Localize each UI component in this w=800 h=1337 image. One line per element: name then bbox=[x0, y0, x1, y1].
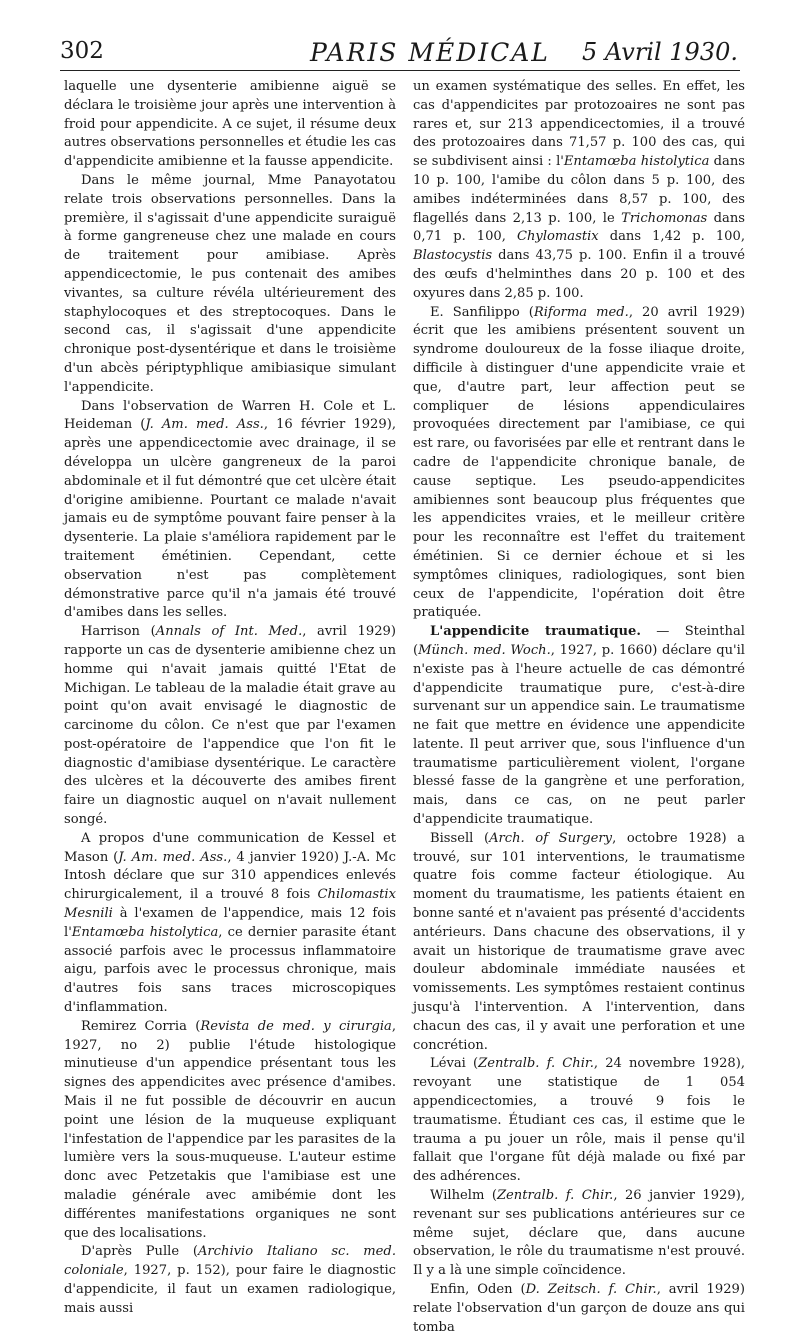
text-run: Lévai ( bbox=[430, 1056, 479, 1072]
text-run: , ce dernier parasite étant associé parfois avec le processus inflammatoire aigu, parfois avec le processus chronique, mais d'autres fois sans traces microscopiques d'inflammation. bbox=[64, 924, 396, 1016]
page-header bbox=[60, 34, 740, 71]
text-run: , 16 février 1929), après une appendicectomie avec drainage, il se développa un ulcère gangreneux de la paroi abdominale et il fut démontré que cet ulcère était d'origine amibienne. Pourtant ce malade n'avait jamais eu de symptôme pouvant faire penser à la dysenterie. La plaie s'améliora rapidement par le traitement émétinien. Cependant, cette observation n'est pas complètement démonstrative parce qu'il n'a jamais été trouvé d'amibes dans les selles. bbox=[64, 417, 396, 621]
citation-italic: Münch. med. Woch. bbox=[418, 642, 551, 658]
citation-italic: Riforma med. bbox=[533, 304, 629, 320]
citation-italic: Revista de med. y cirurgia bbox=[200, 1018, 392, 1034]
paragraph bbox=[64, 398, 396, 624]
text-run: dans 10 p. 100, l'amibe du côlon dans 5 p. 100, des amibes indéterminées dans 8,57 p. 100, des flagellés dans 2,13 p. 100, le bbox=[413, 154, 745, 226]
text-run: , octobre 1928) a trouvé, sur 101 interventions, le traumatisme quatre fois comme facteur étiologique. Au moment du traumatisme, les patients étaient en bonne santé et n'avaient pas présenté d'accidents antérieurs. Dans chacune des observations, il y avait un historique de traumatisme grave avec douleur abdominale immédiate nausées et vomissements. Les symptômes restaient continus jusqu'à l'intervention. A l'intervention, dans chacun des cas, il y avait une perforation et une concrétion. bbox=[413, 830, 745, 1053]
text-run: Bissell ( bbox=[430, 830, 490, 846]
paragraph bbox=[64, 1243, 396, 1318]
paragraph bbox=[413, 830, 745, 1056]
text-run: dans 43,75 p. 100. Enfin il a trouvé des œufs d'helminthes dans 20 p. 100 et des oxyures dans 2,85 p. 100. bbox=[413, 248, 745, 301]
paragraph bbox=[413, 1187, 745, 1281]
citation-italic: Zentralb. f. Chir. bbox=[478, 1056, 594, 1072]
citation-italic: J. Am. med. Ass. bbox=[145, 417, 264, 433]
citation-italic: Entamœba histolytica bbox=[563, 154, 710, 170]
paragraph bbox=[64, 78, 396, 172]
text-run: A propos d'une communication de Kessel et Mason ( bbox=[64, 830, 396, 865]
text-run: , 1927, no 2) publie l'étude histologique minutieuse d'un appendice présentant tous les signes des appendicites avec présence d'amibes. Mais il ne fut possible de découvrir en aucun point une lésion de la muqueuse expliquant l'infestation de l'appendice par les parasites de la lumière vers la sous-muqueuse. L'auteur estime donc avec Petzetakis que l'amibiase est une maladie générale avec amibémie dont les différentes manifestations organiques ne sont que des localisations. bbox=[64, 1018, 397, 1241]
text-run: , avril 1929) relate l'observation d'un garçon de douze ans qui tomba bbox=[413, 1282, 745, 1335]
text-run: Dans l'observation de Warren H. Cole et L. Heideman ( bbox=[64, 398, 396, 433]
text-run: dans 0,71 p. 100, bbox=[413, 210, 745, 245]
paragraph bbox=[413, 623, 745, 830]
citation-italic: Chylomastix bbox=[516, 229, 599, 245]
paragraph bbox=[64, 172, 396, 398]
text-run: un examen systématique des selles. En effet, les cas d'appendicites par protozoaires ne sont pas rares et, sur 213 appendicectomies, il a trouvé des protozoaires dans 71,57 p. 100 des cas, qui se subdivisent ainsi : l' bbox=[413, 79, 745, 170]
citation-italic: Archivio Italiano sc. med. coloniale bbox=[64, 1244, 396, 1279]
text-run: Harrison ( bbox=[81, 624, 156, 640]
text-run: — Steinthal ( bbox=[413, 624, 745, 658]
citation-italic: J. Am. med. Ass. bbox=[118, 849, 228, 865]
citation-italic: Trichomonas bbox=[621, 210, 708, 226]
text-run: , 4 janvier 1920) J.-A. Mc Intosh déclare que sur 310 appendices enlevés chirurgicalement, il a trouvé 8 fois bbox=[64, 849, 396, 903]
text-run: Enfin, Oden ( bbox=[430, 1282, 526, 1297]
running-title: PARIS MÉDICAL bbox=[310, 38, 550, 67]
citation-italic: Entamœba histolytica bbox=[71, 924, 219, 940]
citation-italic: Zentralb. f. Chir. bbox=[496, 1188, 614, 1204]
paragraph bbox=[64, 623, 396, 830]
text-run: à l'examen de l'appendice, mais 12 fois l' bbox=[64, 906, 396, 940]
text-run: E. Sanfilippo ( bbox=[430, 304, 534, 320]
left-column bbox=[64, 78, 396, 1319]
text-run: , 24 novembre 1928), revoyant une statistique de 1 054 appendicectomies, a trouvé 9 fois le traumatisme. Étudiant ces cas, il estime que le trauma a pu jouer un rôle, mais il pense qu'il fallait que l'organe fût déjà malade ou fixé par des adhérences. bbox=[413, 1056, 746, 1185]
citation-italic: Annals of Int. Med. bbox=[155, 624, 303, 640]
page-number: 302 bbox=[60, 38, 104, 64]
text-run: D'après Pulle ( bbox=[81, 1244, 198, 1260]
text-run: dans 1,42 p. 100, bbox=[598, 229, 746, 245]
paragraph bbox=[413, 304, 745, 624]
text-run: , 1927, p. 152), pour faire le diagnostic d'appendicite, il faut un examen radiologique, mais aussi bbox=[64, 1263, 396, 1316]
paragraph bbox=[413, 1055, 745, 1187]
text-run: Remirez Corria ( bbox=[81, 1018, 201, 1034]
paragraph bbox=[64, 1018, 396, 1244]
right-column bbox=[413, 78, 745, 1337]
text-run: Dans le même journal, Mme Panayotatou relate trois observations personnelles. Dans la première, il s'agissait d'une appendicite suraiguë à forme gangreneuse chez une malade en cours de traitement pour amibiase. Après appendicectomie, le pus contenait des amibes vivantes, sa culture révéla ultérieurement des staphylocoques et des streptocoques. Dans le second cas, il s'agissait d'une appendicite chronique post-dysentérique et dans le troisième d'un abcès périptyphlique amibiasique simulant l'appendicite. bbox=[64, 172, 396, 395]
text-run: , avril 1929) rapporte un cas de dysenterie amibienne chez un homme qui n'avait jamais quitté l'Etat de Michigan. Le tableau de la maladie était grave au point qu'on avait envisagé le diagnostic de carcinome du côlon. Ce n'est que par l'examen post-opératoire de l'appendice que l'on fit le diagnostic d'amibiase dysentérique. Le caractère des ulcères et la découverte des amibes firent faire un diagnostic auquel on n'avait nullement songé. bbox=[64, 624, 396, 828]
text-run: laquelle une dysenterie amibienne aiguë se déclara le troisième jour après une intervention à froid pour appendicite. A ce sujet, il résume deux autres observations personnelles et étudie les cas d'appendicite amibienne et la fausse appendicite. bbox=[64, 79, 396, 170]
paragraph bbox=[413, 1281, 745, 1337]
text-run: , 20 avril 1929) écrit que les amibiens présentent souvent un syndrome douloureux de la fosse iliaque droite, difficile à distinguer d'une appendicite vraie et que, d'autre part, leur affection peut se compliquer de lésions appendiculaires provoquées directement par l'amibiase, ce qui est rare, ou favorisées par elle et rentrant dans le cadre de l'appendicite chronique banale, de cause septique. Les pseudo-appendicites amibiennes sont beaucoup plus fréquentes que les appendicites vraies, et le meilleur critère pour les reconnaître est l'effet du traitement émétinien. Si ce dernier échoue et si les symptômes cliniques, radiologiques, sont bien ceux de l'appendicite, l'opération doit être pratiquée. bbox=[413, 304, 745, 621]
text-run: , 26 janvier 1929), revenant sur ses publications antérieures sur ce même sujet, déclare que, dans aucune observation, le rôle du traumatisme n'est prouvé. Il y a là une simple coïncidence. bbox=[413, 1188, 746, 1279]
text-run: , 1927, p. 1660) déclare qu'il n'existe pas à l'heure actuelle de cas démontré d'appendicite traumatique pure, c'est-à-dire survenant sur un appendice sain. Le traumatisme ne fait que mettre en évidence une appendicite latente. Il peut arriver que, sous l'influence d'un traumatisme particulièrement violent, l'organe blessé fasse de la gangrène et une perforation, mais, dans ce cas, on ne peut parler d'appendicite traumatique. bbox=[413, 642, 745, 828]
section-heading: L'appendicite traumatique. bbox=[430, 624, 641, 640]
citation-italic: Arch. of Surgery bbox=[489, 830, 613, 846]
citation-italic: Chilomastix Mesnili bbox=[64, 887, 396, 922]
paragraph bbox=[413, 78, 745, 304]
paragraph bbox=[64, 830, 396, 1018]
issue-date: 5 Avril 1930. bbox=[582, 38, 738, 66]
citation-italic: Blastocystis bbox=[413, 248, 493, 264]
text-run: Wilhelm ( bbox=[430, 1188, 497, 1204]
citation-italic: D. Zeitsch. f. Chir. bbox=[525, 1282, 657, 1297]
